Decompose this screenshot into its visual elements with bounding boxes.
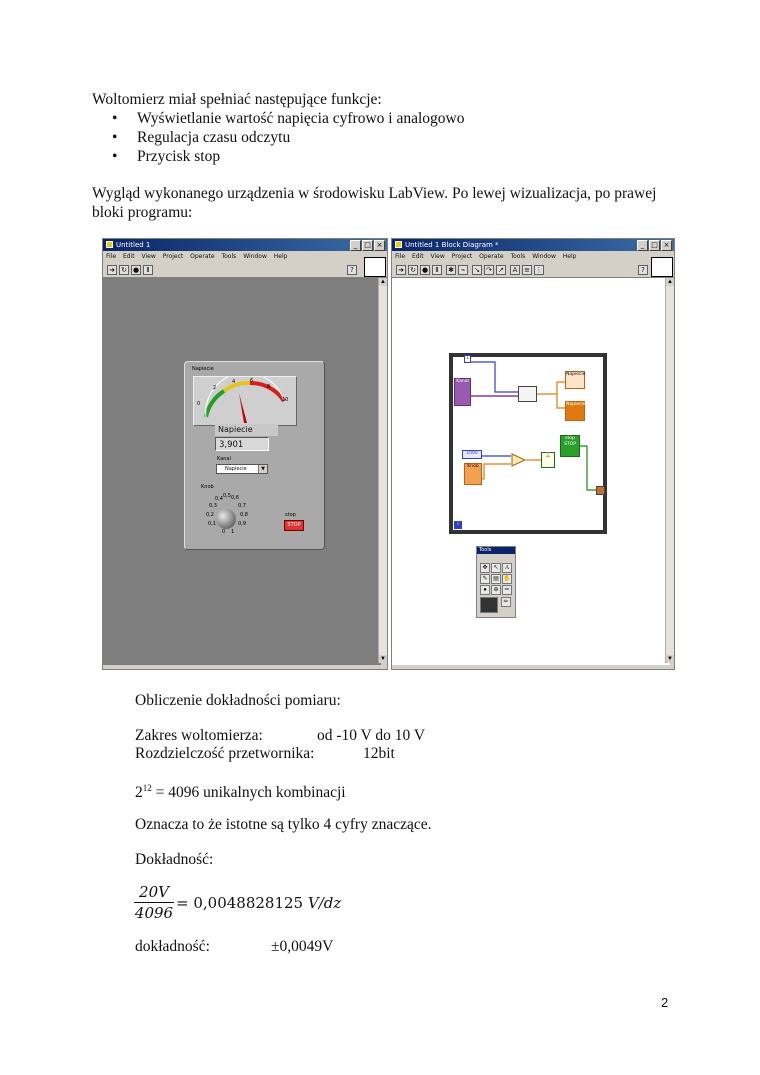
toolbar (103, 263, 387, 278)
knob-terminal[interactable] (464, 463, 482, 485)
front-panel-window (102, 238, 388, 670)
page-number: 2 (661, 995, 669, 1010)
knob-tick: 0,7 (238, 503, 246, 509)
knob-tick: 0,9 (238, 521, 246, 527)
range-label: Zakres woltomierza: (135, 727, 263, 744)
run-arrow-icon[interactable]: ➜ (396, 265, 406, 275)
run-continuous-icon[interactable]: ↻ (408, 265, 418, 275)
ring-value: Napiecie (225, 466, 247, 472)
meter-tick: 4 (232, 379, 236, 385)
knob-tick: 0,6 (231, 495, 239, 501)
position-tool-icon[interactable]: ↖ (491, 563, 501, 573)
vertical-scrollbar[interactable] (665, 278, 674, 663)
function-list (108, 109, 464, 166)
run-arrow-icon[interactable]: ➜ (107, 265, 117, 275)
block-diagram-titlebar (392, 239, 674, 251)
front-panel-titlebar (103, 239, 387, 251)
multiply-icon[interactable] (511, 453, 527, 467)
node-label: stop (565, 436, 575, 441)
numeric-indicator: 3,901 (215, 437, 269, 451)
labview-screenshot (94, 238, 680, 670)
labview-app-icon (106, 241, 113, 248)
menu-window[interactable]: Window (532, 253, 556, 260)
power-exponent: 12 (142, 783, 152, 793)
description-line-1: Wygląd wykonanego urządzenia w środowisku LabView. Po lewej wizualizacja, po prawej (92, 185, 657, 202)
resolution-value: 12bit (363, 745, 395, 762)
scroll-up-icon[interactable]: ▲ (380, 279, 386, 285)
color-copy-tool-icon[interactable]: ✑ (502, 585, 512, 595)
chevron-down-icon[interactable]: ▼ (258, 465, 267, 473)
analog-meter (193, 376, 297, 426)
accuracy-fraction (134, 883, 174, 922)
maximize-button[interactable]: □ (649, 240, 660, 251)
napiecie-indicator-1[interactable] (565, 371, 585, 389)
accuracy-heading: Dokładność: (135, 851, 214, 868)
napiecie-indicator-2[interactable] (565, 401, 585, 421)
wiring-tool-icon[interactable]: ✎ (480, 574, 490, 584)
stop-terminal[interactable] (560, 435, 580, 457)
knob-tick: 0,2 (206, 512, 214, 518)
power-rest: = 4096 unikalnych kombinacji (151, 784, 346, 801)
probe-tool-icon[interactable]: ⊕ (491, 585, 501, 595)
node-label: Kanal (456, 379, 469, 384)
pause-icon[interactable]: Ⅱ (432, 265, 442, 275)
wires (392, 278, 670, 665)
scroll-down-icon[interactable]: ▼ (380, 656, 386, 662)
window-title: Untitled 1 Block Diagram * (405, 241, 499, 249)
meter-label: Napiecie (192, 366, 214, 372)
range-value: od -10 V do 10 V (317, 727, 426, 744)
channel-ring-control[interactable] (216, 464, 268, 474)
knob-tick: 0,1 (208, 521, 216, 527)
knob-tick: 0,3 (209, 503, 217, 509)
close-button[interactable]: × (374, 240, 385, 251)
vi-icon (651, 257, 673, 277)
minimize-button[interactable]: _ (637, 240, 648, 251)
block-diagram-window (391, 238, 675, 670)
menu-view[interactable]: View (141, 253, 156, 260)
wait-function-icon[interactable]: ⌛ (541, 452, 555, 468)
menu-edit[interactable]: Edit (122, 253, 135, 260)
menu-tools[interactable]: Tools (510, 253, 526, 260)
help-icon[interactable]: ? (638, 265, 648, 275)
scroll-up-icon[interactable]: ▲ (667, 279, 673, 285)
list-item: • Regulacja czasu odczytu (108, 128, 464, 147)
palette-title: Tools (477, 547, 515, 554)
vi-icon (364, 257, 386, 277)
minimize-button[interactable]: _ (350, 240, 361, 251)
abort-icon[interactable]: ● (132, 266, 140, 274)
meter-tick: 8 (267, 384, 271, 390)
node-label: Knob (467, 464, 479, 469)
abort-icon[interactable]: ● (421, 266, 429, 274)
list-item: • Wyświetlanie wartość napięcia cyfrowo i analogowo (108, 109, 464, 128)
window-title: Untitled 1 (116, 241, 151, 249)
fraction-result (176, 894, 341, 913)
menu-project[interactable]: Project (162, 253, 184, 260)
knob-tick: 0 (222, 529, 226, 535)
accuracy-label: dokładność: (135, 938, 210, 955)
meter-tick: 2 (213, 385, 217, 391)
node-label: STOP (564, 442, 576, 447)
daq-assistant-node[interactable] (518, 386, 537, 402)
tools-grid (480, 563, 512, 615)
step-into-icon[interactable]: ↘ (472, 265, 482, 275)
menu-bar (392, 252, 674, 262)
knob-tick: 0,5 (223, 493, 231, 499)
scroll-tool-icon[interactable]: ✋ (503, 576, 511, 582)
meter-tick: 0 (197, 401, 201, 407)
menu-file[interactable]: File (106, 253, 117, 260)
stop-label: stop (285, 512, 296, 518)
loop-condition-icon[interactable] (596, 486, 605, 495)
loop-iteration-terminal: i (454, 521, 462, 529)
front-panel-canvas (103, 278, 381, 665)
knob-tick: 1 (231, 529, 235, 535)
meter-tick: 10 (282, 397, 289, 403)
color-tool-icon[interactable] (480, 597, 498, 613)
menu-file[interactable]: File (395, 253, 406, 260)
delay-constant[interactable]: 1000 (462, 450, 482, 459)
font-icon[interactable]: A (510, 265, 520, 275)
step-out-icon[interactable]: ↗ (496, 265, 506, 275)
highlight-icon[interactable]: ✱ (446, 265, 456, 275)
indicator-label: Napiecie (215, 424, 278, 436)
knob-tick: 0,8 (240, 512, 248, 518)
resolution-label: Rozdzielczość przetwornika: (135, 745, 315, 762)
menu-operate[interactable]: Operate (190, 253, 215, 260)
vertical-scrollbar[interactable] (378, 278, 387, 663)
menu-bar (103, 252, 387, 262)
kanal-terminal[interactable] (454, 378, 471, 406)
time-knob[interactable] (216, 509, 236, 529)
meter-needle (239, 393, 247, 423)
fraction-numerator: 20V (139, 883, 169, 901)
brush-icon[interactable]: ✏ (501, 597, 511, 607)
node-label: Napiecie (566, 402, 586, 407)
knob-tick: 0,4 (215, 496, 223, 502)
fraction-bar (134, 902, 174, 903)
menu-edit[interactable]: Edit (411, 253, 424, 260)
distribute-icon[interactable]: ⋮ (535, 266, 543, 274)
result-value: = 0,0048828125 (176, 894, 308, 912)
accuracy-value: ±0,0049V (271, 938, 334, 955)
result-unit: V/dz (307, 894, 342, 912)
menu-help[interactable]: Help (562, 253, 577, 260)
align-icon[interactable]: ≡ (522, 265, 532, 275)
knob-label: Knob (201, 484, 214, 490)
menu-view[interactable]: View (430, 253, 445, 260)
toolbar (392, 263, 674, 278)
labview-app-icon (395, 241, 402, 248)
voltmeter-cluster (184, 361, 325, 550)
step-over-icon[interactable]: ↷ (484, 265, 494, 275)
menu-project[interactable]: Project (451, 253, 473, 260)
shortcut-tool-icon[interactable]: ▤ (491, 574, 501, 584)
list-item: • Przycisk stop (108, 147, 464, 166)
stop-button[interactable]: STOP (284, 520, 304, 531)
power-line (135, 779, 346, 802)
menu-help[interactable]: Help (273, 253, 288, 260)
significance-text: Oznacza to że istotne są tylko 4 cyfry znaczące. (135, 816, 432, 833)
node-label: Napiecie (566, 372, 586, 377)
scroll-down-icon[interactable]: ▼ (667, 656, 673, 662)
help-icon[interactable]: ? (347, 265, 357, 275)
power-base: 2 (135, 784, 143, 801)
maximize-button[interactable]: □ (362, 240, 373, 251)
text-tool-icon[interactable]: A (502, 563, 512, 573)
operate-tool-icon[interactable]: ✥ (480, 563, 490, 573)
menu-operate[interactable]: Operate (479, 253, 504, 260)
breakpoint-tool-icon[interactable]: ● (480, 585, 490, 595)
meter-tick: 6 (250, 378, 254, 384)
run-continuous-icon[interactable]: ↻ (119, 265, 129, 275)
fraction-denominator: 4096 (134, 904, 174, 922)
ring-label: Kanal (217, 456, 231, 462)
menu-window[interactable]: Window (243, 253, 267, 260)
tools-palette (476, 546, 516, 618)
description-line-2: bloki programu: (92, 204, 193, 221)
calc-heading: Obliczenie dokładności pomiaru: (135, 692, 341, 709)
meter-gauge (194, 377, 296, 425)
loop-count-constant[interactable]: 1 (464, 355, 471, 363)
block-diagram-canvas (392, 278, 670, 665)
retain-wire-icon[interactable]: ⌁ (458, 265, 468, 275)
pause-icon[interactable]: Ⅱ (143, 265, 153, 275)
menu-tools[interactable]: Tools (221, 253, 237, 260)
intro-text: Woltomierz miał spełniać następujące funkcje: (92, 91, 382, 108)
close-button[interactable]: × (661, 240, 672, 251)
